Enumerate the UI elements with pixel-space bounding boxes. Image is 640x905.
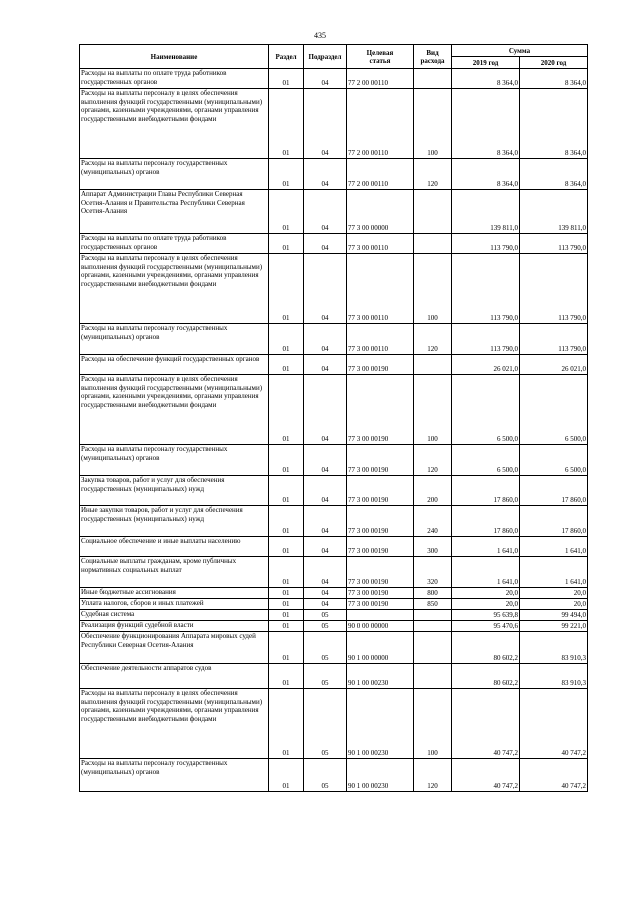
row-razdel: 01 bbox=[269, 355, 304, 375]
row-celevaya-statya: 77 2 00 00110 bbox=[347, 69, 414, 89]
header-year-2019: 2019 год bbox=[452, 57, 520, 69]
row-podrazdel: 04 bbox=[304, 537, 347, 557]
table-row bbox=[80, 69, 588, 89]
row-sum-2019: 8 364,0 bbox=[452, 69, 520, 89]
row-sum-2019: 113 790,0 bbox=[452, 324, 520, 355]
row-name: Расходы на выплаты персоналу в целях обеспечения выполнения функций государственными (муниципальными) органами, казенными учреждениями, органами управления государственными внебюджетными фондами bbox=[80, 689, 269, 759]
row-sum-2020: 99 221,0 bbox=[520, 621, 588, 632]
row-razdel: 01 bbox=[269, 234, 304, 254]
row-razdel: 01 bbox=[269, 506, 304, 537]
row-razdel: 01 bbox=[269, 69, 304, 89]
row-sum-2020: 6 500,0 bbox=[520, 375, 588, 445]
row-podrazdel: 04 bbox=[304, 557, 347, 588]
table-row bbox=[80, 610, 588, 621]
row-podrazdel: 04 bbox=[304, 324, 347, 355]
row-podrazdel: 05 bbox=[304, 759, 347, 792]
row-celevaya-statya: 77 3 00 00190 bbox=[347, 557, 414, 588]
row-celevaya-statya: 77 3 00 00190 bbox=[347, 537, 414, 557]
row-razdel: 01 bbox=[269, 759, 304, 792]
row-name: Социальные выплаты гражданам, кроме публичных нормативных социальных выплат bbox=[80, 557, 269, 588]
row-vid-rashoda: 120 bbox=[414, 159, 452, 190]
row-name: Уплата налогов, сборов и иных платежей bbox=[80, 599, 269, 610]
row-sum-2019: 139 811,0 bbox=[452, 190, 520, 234]
row-vid-rashoda: 120 bbox=[414, 759, 452, 792]
row-celevaya-statya: 77 3 00 00110 bbox=[347, 254, 414, 324]
row-razdel: 01 bbox=[269, 664, 304, 689]
table-row bbox=[80, 599, 588, 610]
row-name: Расходы на обеспечение функций государственных органов bbox=[80, 355, 269, 375]
row-name: Расходы на выплаты персоналу государственных (муниципальных) органов bbox=[80, 324, 269, 355]
row-vid-rashoda: 100 bbox=[414, 689, 452, 759]
row-sum-2020: 8 364,0 bbox=[520, 159, 588, 190]
row-celevaya-statya: 77 3 00 00000 bbox=[347, 190, 414, 234]
row-celevaya-statya: 77 3 00 00190 bbox=[347, 476, 414, 506]
row-vid-rashoda: 200 bbox=[414, 476, 452, 506]
row-sum-2019: 113 790,0 bbox=[452, 234, 520, 254]
row-sum-2020: 6 500,0 bbox=[520, 445, 588, 476]
header-celevaya-statya: Целевая статья bbox=[347, 45, 414, 69]
row-name: Расходы на выплаты персоналу в целях обеспечения выполнения функций государственными (муниципальными) органами, казенными учреждениями, органами управления государственными внебюджетными фондами bbox=[80, 89, 269, 159]
row-vid-rashoda: 850 bbox=[414, 599, 452, 610]
table-row bbox=[80, 506, 588, 537]
row-sum-2020: 8 364,0 bbox=[520, 89, 588, 159]
row-vid-rashoda: 800 bbox=[414, 588, 452, 599]
row-razdel: 01 bbox=[269, 254, 304, 324]
table-row bbox=[80, 588, 588, 599]
row-celevaya-statya: 77 3 00 00110 bbox=[347, 234, 414, 254]
row-vid-rashoda: 100 bbox=[414, 89, 452, 159]
budget-table bbox=[79, 44, 588, 792]
row-vid-rashoda: 300 bbox=[414, 537, 452, 557]
row-razdel: 01 bbox=[269, 689, 304, 759]
row-sum-2020: 40 747,2 bbox=[520, 689, 588, 759]
row-sum-2019: 26 021,0 bbox=[452, 355, 520, 375]
row-podrazdel: 04 bbox=[304, 588, 347, 599]
row-celevaya-statya: 77 3 00 00190 bbox=[347, 506, 414, 537]
table-row bbox=[80, 664, 588, 689]
row-celevaya-statya: 90 1 00 00230 bbox=[347, 759, 414, 792]
row-sum-2020: 40 747,2 bbox=[520, 759, 588, 792]
table-row bbox=[80, 621, 588, 632]
row-celevaya-statya: 90 1 00 00230 bbox=[347, 689, 414, 759]
row-podrazdel: 05 bbox=[304, 689, 347, 759]
row-podrazdel: 05 bbox=[304, 621, 347, 632]
row-vid-rashoda: 240 bbox=[414, 506, 452, 537]
row-razdel: 01 bbox=[269, 190, 304, 234]
table-row bbox=[80, 234, 588, 254]
row-sum-2019: 17 860,0 bbox=[452, 506, 520, 537]
row-vid-rashoda bbox=[414, 355, 452, 375]
row-sum-2019: 1 641,0 bbox=[452, 557, 520, 588]
header-vid-rashoda: Вид расхода bbox=[414, 45, 452, 69]
row-vid-rashoda bbox=[414, 234, 452, 254]
row-vid-rashoda bbox=[414, 621, 452, 632]
row-name: Расходы на выплаты персоналу государственных (муниципальных) органов bbox=[80, 759, 269, 792]
row-celevaya-statya: 77 2 00 00110 bbox=[347, 89, 414, 159]
row-sum-2019: 6 500,0 bbox=[452, 375, 520, 445]
row-sum-2019: 95 470,6 bbox=[452, 621, 520, 632]
header-razdel: Раздел bbox=[269, 45, 304, 69]
row-sum-2020: 99 494,0 bbox=[520, 610, 588, 621]
row-sum-2019: 80 602,2 bbox=[452, 664, 520, 689]
row-podrazdel: 04 bbox=[304, 234, 347, 254]
page-number: 435 bbox=[314, 31, 326, 40]
row-sum-2020: 139 811,0 bbox=[520, 190, 588, 234]
row-razdel: 01 bbox=[269, 537, 304, 557]
row-celevaya-statya: 77 3 00 00190 bbox=[347, 588, 414, 599]
row-sum-2020: 17 860,0 bbox=[520, 506, 588, 537]
row-razdel: 01 bbox=[269, 610, 304, 621]
row-celevaya-statya: 90 0 00 00000 bbox=[347, 621, 414, 632]
row-vid-rashoda: 100 bbox=[414, 254, 452, 324]
row-podrazdel: 04 bbox=[304, 89, 347, 159]
row-celevaya-statya: 77 3 00 00190 bbox=[347, 445, 414, 476]
table-row bbox=[80, 375, 588, 445]
row-sum-2020: 20,0 bbox=[520, 588, 588, 599]
row-razdel: 01 bbox=[269, 632, 304, 664]
row-sum-2020: 83 910,3 bbox=[520, 632, 588, 664]
row-razdel: 01 bbox=[269, 557, 304, 588]
row-name: Судебная система bbox=[80, 610, 269, 621]
table-row bbox=[80, 254, 588, 324]
row-sum-2020: 113 790,0 bbox=[520, 324, 588, 355]
row-sum-2020: 1 641,0 bbox=[520, 537, 588, 557]
row-celevaya-statya: 77 3 00 00190 bbox=[347, 599, 414, 610]
row-podrazdel: 04 bbox=[304, 375, 347, 445]
row-razdel: 01 bbox=[269, 89, 304, 159]
row-name: Аппарат Администрации Главы Республики Северная Осетия-Алания и Правительства Республики Северная Осетия-Алания bbox=[80, 190, 269, 234]
row-sum-2020: 1 641,0 bbox=[520, 557, 588, 588]
row-sum-2019: 95 639,8 bbox=[452, 610, 520, 621]
row-name: Реализация функций судебной власти bbox=[80, 621, 269, 632]
row-podrazdel: 04 bbox=[304, 69, 347, 89]
table-row bbox=[80, 537, 588, 557]
row-razdel: 01 bbox=[269, 159, 304, 190]
header-podrazdel: Подраздел bbox=[304, 45, 347, 69]
table-row bbox=[80, 476, 588, 506]
table-row bbox=[80, 89, 588, 159]
table-body bbox=[80, 69, 588, 792]
row-sum-2020: 20,0 bbox=[520, 599, 588, 610]
row-sum-2019: 1 641,0 bbox=[452, 537, 520, 557]
row-sum-2019: 80 602,2 bbox=[452, 632, 520, 664]
row-sum-2020: 8 364,0 bbox=[520, 69, 588, 89]
row-razdel: 01 bbox=[269, 375, 304, 445]
row-podrazdel: 04 bbox=[304, 159, 347, 190]
row-sum-2019: 40 747,2 bbox=[452, 689, 520, 759]
row-podrazdel: 04 bbox=[304, 506, 347, 537]
row-sum-2019: 40 747,2 bbox=[452, 759, 520, 792]
row-sum-2019: 8 364,0 bbox=[452, 159, 520, 190]
header-summa: Сумма bbox=[452, 45, 588, 57]
row-podrazdel: 04 bbox=[304, 190, 347, 234]
table-row bbox=[80, 632, 588, 664]
row-name: Расходы на выплаты персоналу в целях обеспечения выполнения функций государственными (муниципальными) органами, казенными учреждениями, органами управления государственными внебюджетными фондами bbox=[80, 375, 269, 445]
row-sum-2019: 6 500,0 bbox=[452, 445, 520, 476]
table-row bbox=[80, 355, 588, 375]
header-name: Наименование bbox=[80, 45, 269, 69]
row-vid-rashoda bbox=[414, 632, 452, 664]
row-vid-rashoda bbox=[414, 610, 452, 621]
table-row bbox=[80, 324, 588, 355]
row-vid-rashoda: 320 bbox=[414, 557, 452, 588]
row-podrazdel: 05 bbox=[304, 610, 347, 621]
row-name: Иные закупки товаров, работ и услуг для обеспечения государственных (муниципальных) нужд bbox=[80, 506, 269, 537]
table-row bbox=[80, 689, 588, 759]
row-name: Расходы на выплаты персоналу государственных (муниципальных) органов bbox=[80, 445, 269, 476]
row-celevaya-statya: 77 3 00 00190 bbox=[347, 355, 414, 375]
row-sum-2019: 20,0 bbox=[452, 588, 520, 599]
row-sum-2019: 17 860,0 bbox=[452, 476, 520, 506]
table-row bbox=[80, 445, 588, 476]
row-vid-rashoda: 100 bbox=[414, 375, 452, 445]
row-sum-2020: 17 860,0 bbox=[520, 476, 588, 506]
row-podrazdel: 05 bbox=[304, 632, 347, 664]
row-vid-rashoda bbox=[414, 664, 452, 689]
row-name: Расходы на выплаты по оплате труда работников государственных органов bbox=[80, 69, 269, 89]
row-sum-2020: 83 910,3 bbox=[520, 664, 588, 689]
table-row bbox=[80, 759, 588, 792]
row-sum-2019: 8 364,0 bbox=[452, 89, 520, 159]
row-podrazdel: 04 bbox=[304, 476, 347, 506]
row-name: Обеспечение функционирования Аппарата мировых судей Республики Северная Осетия-Алания bbox=[80, 632, 269, 664]
row-name: Закупка товаров, работ и услуг для обеспечения государственных (муниципальных) нужд bbox=[80, 476, 269, 506]
row-celevaya-statya: 77 3 00 00190 bbox=[347, 375, 414, 445]
row-vid-rashoda: 120 bbox=[414, 324, 452, 355]
row-razdel: 01 bbox=[269, 445, 304, 476]
table-row bbox=[80, 159, 588, 190]
row-name: Расходы на выплаты по оплате труда работников государственных органов bbox=[80, 234, 269, 254]
row-podrazdel: 04 bbox=[304, 355, 347, 375]
row-podrazdel: 04 bbox=[304, 254, 347, 324]
row-name: Расходы на выплаты персоналу государственных (муниципальных) органов bbox=[80, 159, 269, 190]
row-vid-rashoda bbox=[414, 69, 452, 89]
row-razdel: 01 bbox=[269, 324, 304, 355]
row-vid-rashoda bbox=[414, 190, 452, 234]
row-celevaya-statya: 90 1 00 00230 bbox=[347, 664, 414, 689]
row-podrazdel: 04 bbox=[304, 445, 347, 476]
row-celevaya-statya: 90 1 00 00000 bbox=[347, 632, 414, 664]
row-razdel: 01 bbox=[269, 621, 304, 632]
row-podrazdel: 04 bbox=[304, 599, 347, 610]
row-razdel: 01 bbox=[269, 588, 304, 599]
row-sum-2020: 26 021,0 bbox=[520, 355, 588, 375]
row-sum-2020: 113 790,0 bbox=[520, 234, 588, 254]
row-name: Обеспечение деятельности аппаратов судов bbox=[80, 664, 269, 689]
row-celevaya-statya: 77 3 00 00110 bbox=[347, 324, 414, 355]
table-row bbox=[80, 557, 588, 588]
row-name: Социальное обеспечение и иные выплаты населению bbox=[80, 537, 269, 557]
row-razdel: 01 bbox=[269, 476, 304, 506]
row-celevaya-statya: 77 2 00 00110 bbox=[347, 159, 414, 190]
table-row bbox=[80, 190, 588, 234]
row-sum-2019: 20,0 bbox=[452, 599, 520, 610]
row-name: Расходы на выплаты персоналу в целях обеспечения выполнения функций государственными (муниципальными) органами, казенными учреждениями, органами управления государственными внебюджетными фондами bbox=[80, 254, 269, 324]
header-year-2020: 2020 год bbox=[520, 57, 588, 69]
row-razdel: 01 bbox=[269, 599, 304, 610]
row-vid-rashoda: 120 bbox=[414, 445, 452, 476]
row-celevaya-statya bbox=[347, 610, 414, 621]
row-sum-2019: 113 790,0 bbox=[452, 254, 520, 324]
row-podrazdel: 05 bbox=[304, 664, 347, 689]
row-name: Иные бюджетные ассигнования bbox=[80, 588, 269, 599]
row-sum-2020: 113 790,0 bbox=[520, 254, 588, 324]
